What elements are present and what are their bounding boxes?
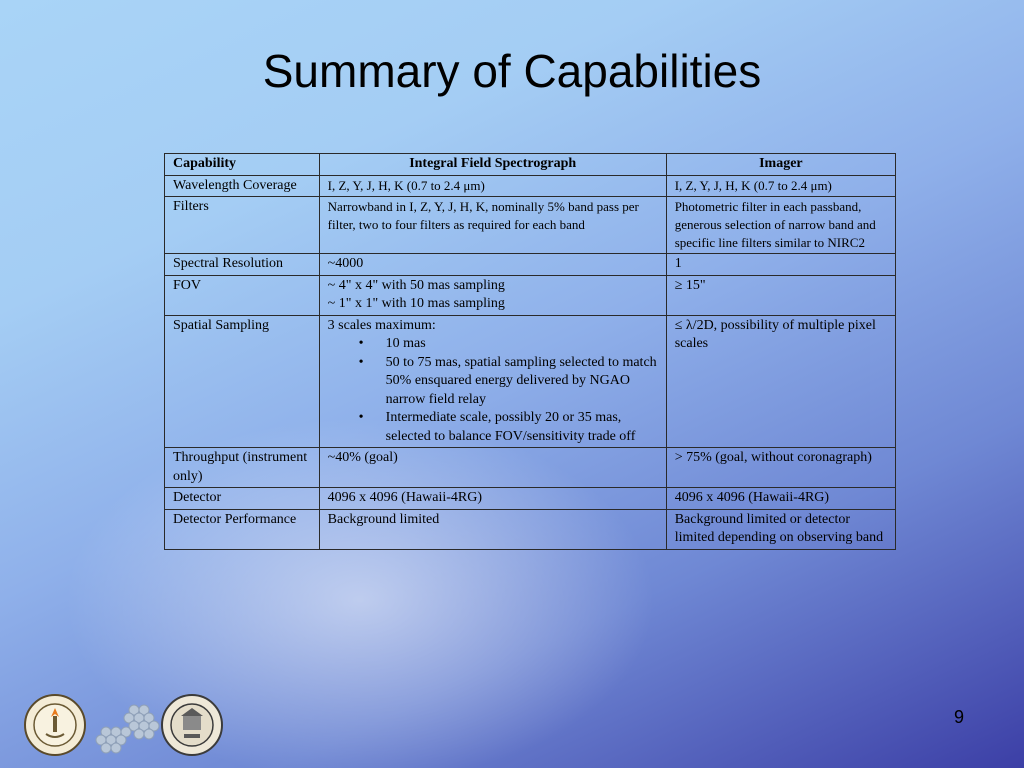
bullet-list — [328, 335, 658, 446]
bullet-icon: • — [358, 410, 364, 425]
row-ifs: Narrowband in I, Z, Y, J, H, K, nominally 5% band pass per filter, two to four filters as required for each band — [319, 197, 666, 254]
table-header-row — [165, 154, 896, 176]
row-capability: Filters — [165, 197, 320, 254]
bullet-icon: • — [358, 354, 364, 370]
row-capability: Wavelength Coverage — [165, 175, 320, 197]
table-row — [165, 175, 896, 197]
list-item-text: 50 to 75 mas, spatial sampling selected to match 50% ensquared energy delivered by NGAO narrow field relay — [385, 354, 657, 407]
slide-title: Summary of Capabilities — [262, 45, 762, 97]
table-row — [165, 448, 896, 488]
list-item — [358, 409, 658, 446]
row-imager: > 75% (goal, without coronagraph) — [666, 448, 895, 488]
caltech-seal-logo — [25, 695, 85, 755]
ifs-intro: 3 scales maximum: — [327, 317, 436, 333]
table-row — [165, 488, 896, 510]
row-ifs: ~40% (goal) — [319, 448, 666, 488]
row-imager: 1 — [666, 254, 895, 276]
table-row — [165, 197, 896, 254]
table-row — [165, 509, 896, 549]
list-item-text: 10 mas — [385, 336, 426, 351]
university-of-california-seal-logo — [162, 695, 222, 755]
page-number: 9 — [953, 707, 964, 727]
row-ifs: 4096 x 4096 (Hawaii-4RG) — [319, 488, 666, 510]
bullet-icon: • — [358, 336, 364, 351]
row-imager: Photometric filter in each passband, generous selection of narrow band and specific line filters similar to NIRC2 — [666, 197, 895, 254]
row-ifs — [319, 275, 666, 315]
row-imager: Background limited or detector limited depending on observing band — [666, 509, 895, 549]
row-capability: Detector Performance — [165, 509, 320, 549]
row-ifs: I, Z, Y, J, H, K (0.7 to 2.4 μm) — [319, 175, 666, 197]
row-ifs: ~4000 — [319, 254, 666, 276]
capabilities-table — [164, 153, 896, 550]
table-row — [165, 254, 896, 276]
header-capability: Capability — [165, 154, 320, 176]
row-capability: Throughput (instrument only) — [165, 448, 320, 488]
logo-strip — [24, 692, 224, 763]
row-imager: ≤ λ/2D, possibility of multiple pixel scales — [666, 315, 895, 448]
row-ifs: Background limited — [319, 509, 666, 549]
header-ifs: Integral Field Spectrograph — [319, 154, 666, 176]
list-item — [358, 335, 658, 354]
list-item-text: Intermediate scale, possibly 20 or 35 mas, selected to balance FOV/sensitivity trade off — [385, 410, 636, 444]
header-imager: Imager — [666, 154, 895, 176]
keck-mirror-segments-logo — [96, 705, 159, 753]
ifs-line: ~ 4" x 4" with 50 mas sampling — [327, 277, 505, 293]
list-item — [358, 354, 658, 410]
row-imager: I, Z, Y, J, H, K (0.7 to 2.4 μm) — [666, 175, 895, 197]
row-imager: 4096 x 4096 (Hawaii-4RG) — [666, 488, 895, 510]
row-imager: ≥ 15" — [666, 275, 895, 315]
row-ifs — [319, 315, 666, 448]
row-capability: FOV — [165, 275, 320, 315]
row-capability: Spatial Sampling — [165, 315, 320, 448]
table-row — [165, 275, 896, 315]
table-row — [165, 315, 896, 448]
row-capability: Spectral Resolution — [165, 254, 320, 276]
row-capability: Detector — [165, 488, 320, 510]
ifs-line: ~ 1" x 1" with 10 mas sampling — [327, 296, 505, 311]
